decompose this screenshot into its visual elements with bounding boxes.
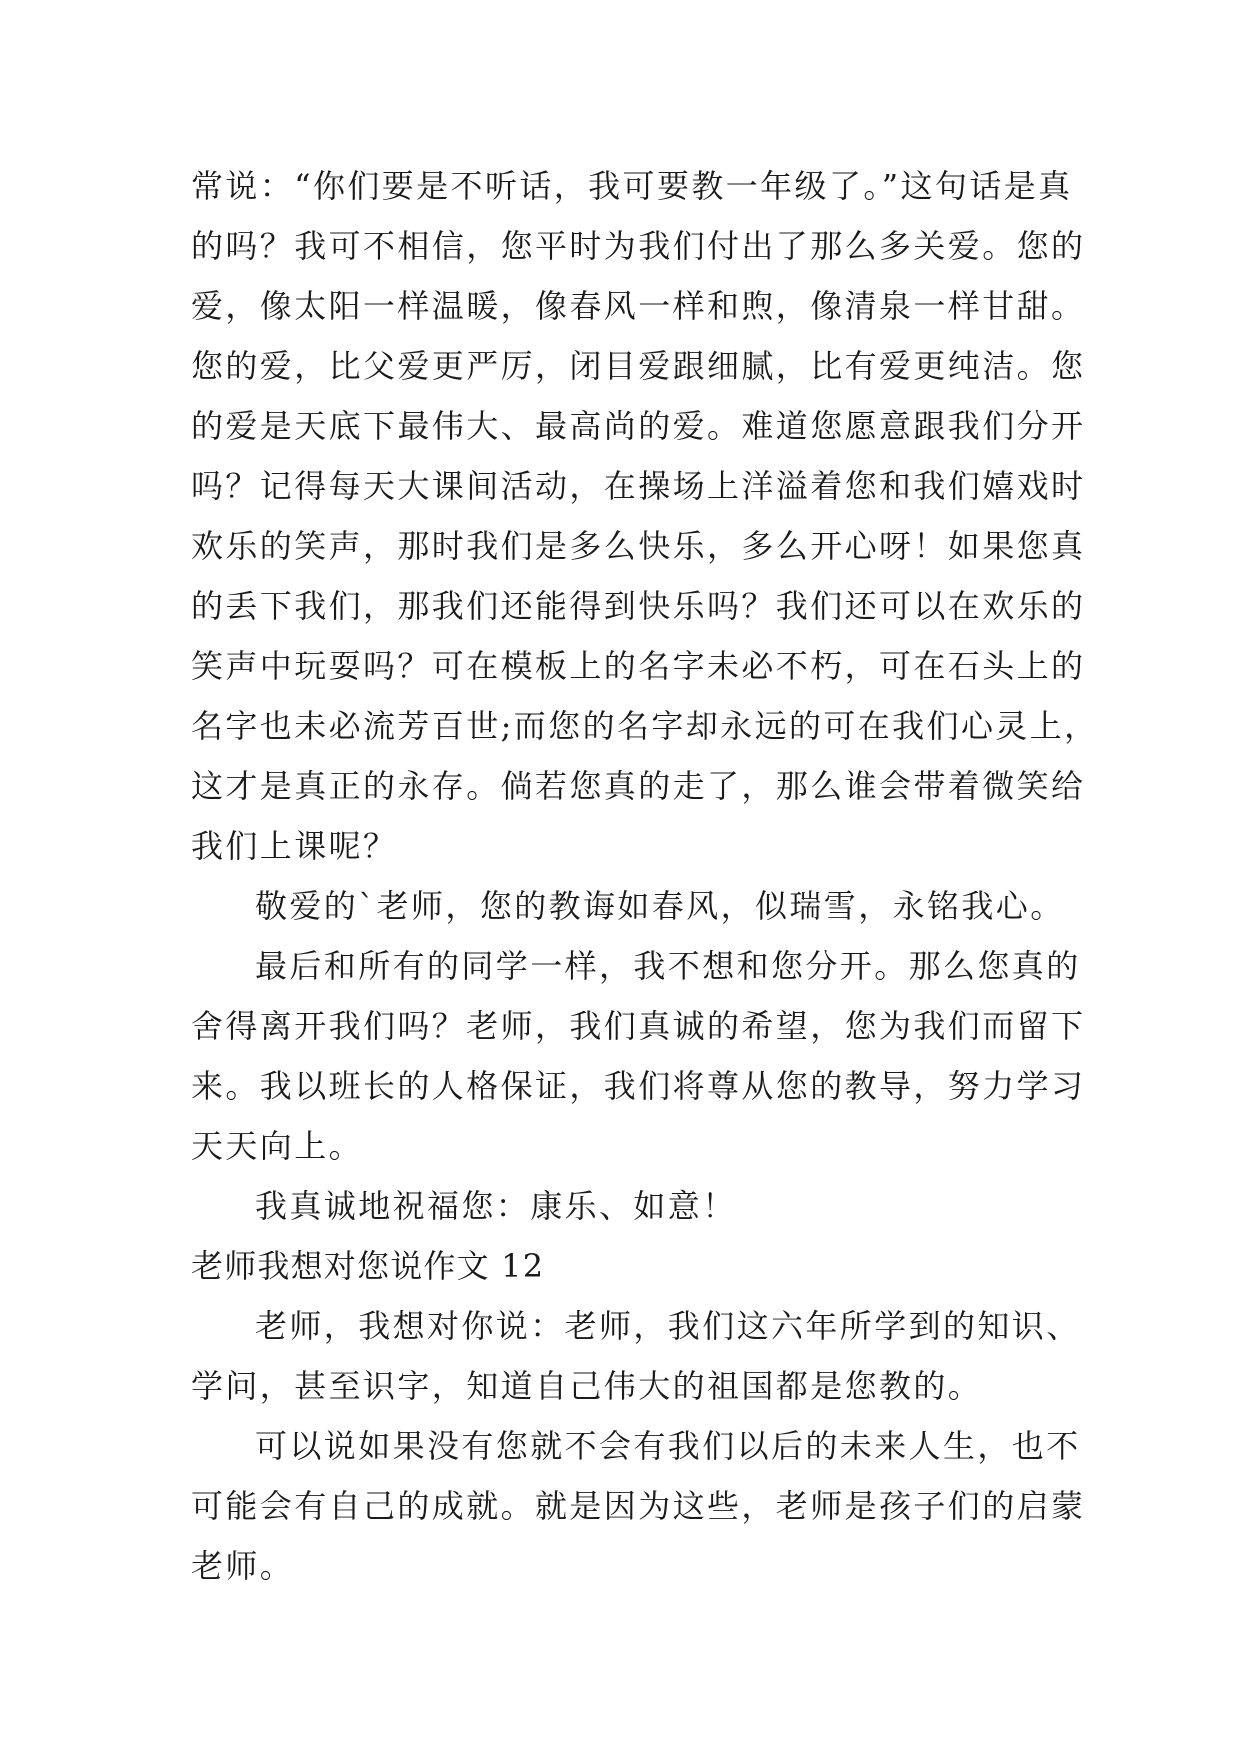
paragraph-line: 敬爱的`老师，您的教诲如春风，似瑞雪，永铭我心。 <box>255 887 1065 925</box>
paragraph-line: 老师，我想对你说：老师，我们这六年所学到的知识、 <box>255 1307 1081 1345</box>
paragraph-line: 最后和所有的同学一样，我不想和您分开。那么您真的 <box>255 947 1081 985</box>
paragraph-line: 名字也未必流芳百世;而您的名字却永远的可在我们心灵上， <box>191 707 1099 745</box>
paragraph-line: 笑声中玩耍吗？可在模板上的名字未必不朽，可在石头上的 <box>191 647 1086 685</box>
paragraph-line: 吗？记得每天大课间活动，在操场上洋溢着您和我们嬉戏时 <box>191 467 1086 505</box>
paragraph-line: 天天向上。 <box>191 1127 364 1165</box>
paragraph-line: 的爱是天底下最伟大、最高尚的爱。难道您愿意跟我们分开 <box>191 407 1086 445</box>
paragraph-line: 来。我以班长的人格保证，我们将尊从您的教导，努力学习 <box>191 1067 1086 1105</box>
paragraph-line: 常说：“你们要是不听话，我可要教一年级了。”这句话是真 <box>191 167 1073 205</box>
section-heading: 老师我想对您说作文 12 <box>191 1247 545 1285</box>
paragraph-line: 欢乐的笑声，那时我们是多么快乐，多么开心呀！如果您真 <box>191 527 1086 565</box>
paragraph-line: 我们上课呢？ <box>191 827 398 865</box>
paragraph-line: 舍得离开我们吗？老师，我们真诚的希望，您为我们而留下 <box>191 1007 1086 1045</box>
paragraph-line: 可以说如果没有您就不会有我们以后的未来人生，也不 <box>255 1427 1081 1465</box>
paragraph-line: 的吗？我可不相信，您平时为我们付出了那么多关爱。您的 <box>191 227 1086 265</box>
paragraph-line: 可能会有自己的成就。就是因为这些，老师是孩子们的启蒙 <box>191 1487 1086 1525</box>
paragraph-line: 这才是真正的永存。倘若您真的走了，那么谁会带着微笑给 <box>191 767 1086 805</box>
paragraph-line: 爱，像太阳一样温暖，像春风一样和煦，像清泉一样甘甜。 <box>191 287 1086 325</box>
paragraph-line: 我真诚地祝福您：康乐、如意！ <box>255 1187 737 1225</box>
paragraph-line: 您的爱，比父爱更严厉，闭目爱跟细腻，比有爱更纯洁。您 <box>191 347 1086 385</box>
paragraph-line: 学问，甚至识字，知道自己伟大的祖国都是您教的。 <box>191 1367 983 1405</box>
paragraph-line: 的丢下我们，那我们还能得到快乐吗？我们还可以在欢乐的 <box>191 587 1086 625</box>
paragraph-line: 老师。 <box>191 1547 295 1585</box>
